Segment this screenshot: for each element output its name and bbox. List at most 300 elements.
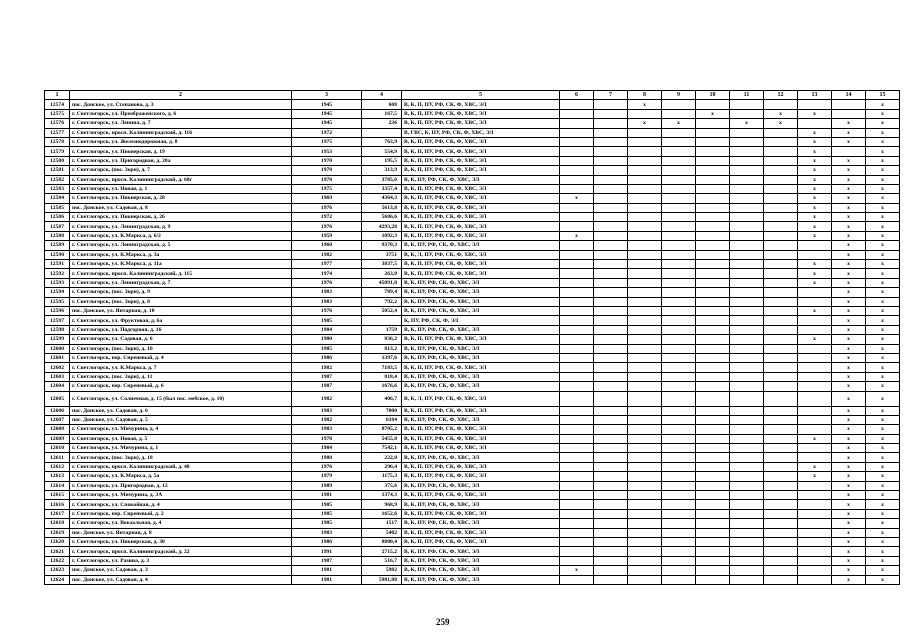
mark-cell: x bbox=[832, 175, 866, 184]
year-cell: 1988 bbox=[292, 453, 362, 462]
mark-cell bbox=[764, 462, 798, 471]
mark-cell bbox=[594, 213, 628, 222]
mark-cell bbox=[764, 166, 798, 175]
area-cell bbox=[362, 316, 402, 325]
mark-cell bbox=[764, 391, 798, 406]
column-header: 1 bbox=[45, 91, 70, 100]
mark-cell bbox=[696, 500, 730, 509]
document-table-sheet bbox=[44, 90, 900, 585]
mark-cell bbox=[730, 434, 764, 443]
year-cell: 1981 bbox=[292, 566, 362, 575]
year-cell: 1945 bbox=[292, 109, 362, 118]
mark-cell bbox=[662, 250, 696, 259]
table-row bbox=[45, 260, 900, 269]
mark-cell bbox=[594, 481, 628, 490]
column-header: 13 bbox=[798, 91, 832, 100]
mark-cell bbox=[594, 406, 628, 415]
mark-cell bbox=[696, 528, 730, 537]
mark-cell bbox=[798, 325, 832, 334]
mark-cell bbox=[628, 325, 662, 334]
column-header: 10 bbox=[696, 91, 730, 100]
mark-cell bbox=[696, 575, 730, 584]
systems-cell: В, К, П, ПУ, РФ, СК, Ф, ХВС, ЭЛ bbox=[402, 491, 560, 500]
address-cell: г. Светлогорск, ул. Пригородная, д. 12 bbox=[70, 481, 292, 490]
address-cell: г. Светлогорск, ул. Пионерская, д. 30 bbox=[70, 537, 292, 546]
mark-cell bbox=[628, 453, 662, 462]
mark-cell bbox=[730, 306, 764, 315]
mark-cell: x bbox=[866, 363, 900, 372]
mark-cell bbox=[764, 434, 798, 443]
mark-cell bbox=[662, 425, 696, 434]
systems-cell: В, К, П, ПУ, РФ, СК, Ф, ХВС, ЭЛ bbox=[402, 109, 560, 118]
mark-cell: x bbox=[832, 184, 866, 193]
mark-cell bbox=[594, 537, 628, 546]
mark-cell bbox=[560, 415, 594, 424]
address-cell: г. Светлогорск, ул. К.Маркса, д. 6/2 bbox=[70, 231, 292, 240]
mark-cell: x bbox=[866, 556, 900, 565]
mark-cell: x bbox=[866, 566, 900, 575]
mark-cell bbox=[764, 363, 798, 372]
year-cell: 1975 bbox=[292, 137, 362, 146]
mark-cell bbox=[696, 472, 730, 481]
area-cell: 516,7 bbox=[362, 556, 402, 565]
mark-cell: x bbox=[866, 231, 900, 240]
systems-cell: В, К, ПУ, РФ, СК, Ф, ХВС, ЭЛ bbox=[402, 453, 560, 462]
mark-cell bbox=[832, 109, 866, 118]
mark-cell: x bbox=[798, 203, 832, 212]
systems-cell: В, К, П, ПУ, РФ, СК, Ф, ХВС, ЭЛ bbox=[402, 444, 560, 453]
address-cell: г. Светлогорск, ул. Ленинградская, д. 7 bbox=[70, 278, 292, 287]
mark-cell bbox=[798, 250, 832, 259]
mark-cell bbox=[628, 203, 662, 212]
area-cell: 8705,2 bbox=[362, 425, 402, 434]
systems-cell: В, К, П, ПУ, РФ, СК, Ф, ХВС, ЭЛ bbox=[402, 509, 560, 518]
systems-cell: В, К, ПУ, РФ, СК, Ф, ХВС, ЭЛ bbox=[402, 306, 560, 315]
mark-cell: x bbox=[798, 156, 832, 165]
year-cell: 1983 bbox=[292, 528, 362, 537]
row-id-cell: 12620 bbox=[45, 537, 70, 546]
mark-cell bbox=[628, 175, 662, 184]
mark-cell bbox=[764, 194, 798, 203]
mark-cell bbox=[594, 203, 628, 212]
mark-cell bbox=[662, 491, 696, 500]
mark-cell: x bbox=[866, 260, 900, 269]
mark-cell bbox=[628, 213, 662, 222]
mark-cell bbox=[560, 372, 594, 381]
mark-cell bbox=[628, 481, 662, 490]
table-row bbox=[45, 241, 900, 250]
mark-cell bbox=[696, 297, 730, 306]
mark-cell bbox=[560, 519, 594, 528]
mark-cell: x bbox=[832, 353, 866, 362]
mark-cell: x bbox=[832, 316, 866, 325]
mark-cell bbox=[730, 335, 764, 344]
mark-cell bbox=[560, 344, 594, 353]
mark-cell: x bbox=[866, 406, 900, 415]
mark-cell bbox=[560, 444, 594, 453]
mark-cell: x bbox=[866, 166, 900, 175]
mark-cell bbox=[764, 222, 798, 231]
year-cell: 1985 bbox=[292, 500, 362, 509]
mark-cell bbox=[730, 425, 764, 434]
mark-cell bbox=[730, 472, 764, 481]
mark-cell bbox=[696, 119, 730, 128]
mark-cell: x bbox=[832, 306, 866, 315]
mark-cell bbox=[628, 391, 662, 406]
mark-cell bbox=[594, 444, 628, 453]
systems-cell: В, К, Л, ПУ, РФ, СК, Ф, ХВС, ЭЛ bbox=[402, 391, 560, 406]
mark-cell bbox=[696, 156, 730, 165]
mark-cell bbox=[730, 344, 764, 353]
mark-cell bbox=[696, 556, 730, 565]
mark-cell bbox=[628, 184, 662, 193]
mark-cell bbox=[628, 297, 662, 306]
year-cell: 1984 bbox=[292, 444, 362, 453]
mark-cell bbox=[560, 269, 594, 278]
table-row bbox=[45, 156, 900, 165]
mark-cell bbox=[662, 231, 696, 240]
table-row bbox=[45, 147, 900, 156]
year-cell: 1982 bbox=[292, 363, 362, 372]
area-cell: 1397,6 bbox=[362, 353, 402, 362]
year-cell: 1979 bbox=[292, 472, 362, 481]
address-cell: г. Светлогорск, ул. Преображенского, д. 6 bbox=[70, 109, 292, 118]
systems-cell: В, К, П, ПУ, РФ, СК, Ф, ХВС, ЭЛ bbox=[402, 406, 560, 415]
address-cell: г. Светлогорск, ул. Пригородная, д. 20а bbox=[70, 156, 292, 165]
mark-cell: x bbox=[832, 547, 866, 556]
mark-cell bbox=[696, 241, 730, 250]
row-id-cell: 12588 bbox=[45, 231, 70, 240]
mark-cell bbox=[560, 472, 594, 481]
mark-cell bbox=[764, 325, 798, 334]
mark-cell bbox=[662, 325, 696, 334]
table-row bbox=[45, 444, 900, 453]
mark-cell bbox=[798, 406, 832, 415]
mark-cell bbox=[594, 509, 628, 518]
mark-cell bbox=[662, 547, 696, 556]
mark-cell bbox=[560, 575, 594, 584]
mark-cell bbox=[662, 528, 696, 537]
systems-cell: В, К, П, ПУ, РФ, СК, Ф, ХВС, ЭЛ bbox=[402, 528, 560, 537]
mark-cell bbox=[628, 166, 662, 175]
mark-cell bbox=[696, 213, 730, 222]
mark-cell bbox=[594, 425, 628, 434]
address-cell: пос. Донское, ул. Садовая, д. 8 bbox=[70, 203, 292, 212]
mark-cell bbox=[560, 382, 594, 391]
row-id-cell: 12609 bbox=[45, 434, 70, 443]
mark-cell bbox=[764, 353, 798, 362]
mark-cell: x bbox=[798, 137, 832, 146]
mark-cell: x bbox=[866, 434, 900, 443]
mark-cell bbox=[696, 288, 730, 297]
area-cell: 1092,3 bbox=[362, 231, 402, 240]
mark-cell bbox=[730, 241, 764, 250]
area-cell: 9370,3 bbox=[362, 241, 402, 250]
mark-cell bbox=[662, 453, 696, 462]
area-cell: 5981,08 bbox=[362, 575, 402, 584]
mark-cell bbox=[764, 241, 798, 250]
address-cell: г. Светлогорск, ул. Разина, д. 3 bbox=[70, 556, 292, 565]
mark-cell bbox=[832, 100, 866, 109]
mark-cell: x bbox=[832, 297, 866, 306]
mark-cell bbox=[594, 222, 628, 231]
mark-cell bbox=[730, 203, 764, 212]
mark-cell bbox=[560, 147, 594, 156]
mark-cell bbox=[696, 406, 730, 415]
mark-cell bbox=[628, 462, 662, 471]
mark-cell bbox=[696, 203, 730, 212]
mark-cell: x bbox=[866, 344, 900, 353]
table-row bbox=[45, 335, 900, 344]
mark-cell bbox=[560, 166, 594, 175]
mark-cell bbox=[628, 491, 662, 500]
systems-cell: В, К, ПУ, РФ, СК, Ф, ХВС, ЭЛ bbox=[402, 325, 560, 334]
area-cell: 7000 bbox=[362, 406, 402, 415]
row-id-cell: 12607 bbox=[45, 415, 70, 424]
mark-cell: x bbox=[798, 194, 832, 203]
mark-cell: x bbox=[832, 415, 866, 424]
mark-cell bbox=[764, 344, 798, 353]
address-cell: г. Светлогорск, ул. Пионерская, д. 26 bbox=[70, 213, 292, 222]
column-header: 3 bbox=[292, 91, 362, 100]
mark-cell: x bbox=[832, 537, 866, 546]
mark-cell bbox=[730, 147, 764, 156]
mark-cell bbox=[628, 363, 662, 372]
systems-cell: В, К, П, ПУ, РФ, СК, Ф, ХВС, ЭЛ bbox=[402, 119, 560, 128]
address-cell: г. Светлогорск, просп. Калининградский, д. 116 bbox=[70, 128, 292, 137]
address-cell: г. Светлогорск, ул. Солнечная, д. 15 (был пос. мебское, д. 10) bbox=[70, 391, 292, 406]
mark-cell: x bbox=[832, 156, 866, 165]
mark-cell: x bbox=[832, 425, 866, 434]
mark-cell bbox=[560, 363, 594, 372]
mark-cell bbox=[696, 566, 730, 575]
mark-cell: x bbox=[832, 344, 866, 353]
table-row bbox=[45, 128, 900, 137]
mark-cell bbox=[696, 231, 730, 240]
mark-cell: x bbox=[832, 372, 866, 381]
mark-cell bbox=[594, 316, 628, 325]
mark-cell: x bbox=[832, 222, 866, 231]
mark-cell: x bbox=[832, 119, 866, 128]
year-cell: 1991 bbox=[292, 547, 362, 556]
mark-cell bbox=[594, 325, 628, 334]
address-cell: г. Светлогорск, ул. К.Маркса, д. 7 bbox=[70, 363, 292, 372]
area-cell bbox=[362, 128, 402, 137]
row-id-cell: 12614 bbox=[45, 481, 70, 490]
mark-cell: x bbox=[866, 500, 900, 509]
area-cell: 5982 bbox=[362, 566, 402, 575]
mark-cell: x bbox=[866, 316, 900, 325]
mark-cell bbox=[730, 382, 764, 391]
mark-cell bbox=[560, 391, 594, 406]
systems-cell: В, К, ПУ, РФ, СК, Ф, ХВС, ЭЛ bbox=[402, 519, 560, 528]
mark-cell bbox=[764, 100, 798, 109]
mark-cell bbox=[662, 109, 696, 118]
address-cell: г. Светлогорск, ул. Новая, д. 1 bbox=[70, 184, 292, 193]
mark-cell bbox=[730, 528, 764, 537]
mark-cell: x bbox=[866, 491, 900, 500]
mark-cell bbox=[764, 250, 798, 259]
mark-cell bbox=[628, 278, 662, 287]
row-id-cell: 12575 bbox=[45, 109, 70, 118]
mark-cell bbox=[560, 213, 594, 222]
row-id-cell: 12596 bbox=[45, 306, 70, 315]
mark-cell bbox=[696, 509, 730, 518]
area-cell: 167,5 bbox=[362, 109, 402, 118]
address-cell: г. Светлогорск, ул. Спокойная, д. 4 bbox=[70, 500, 292, 509]
mark-cell bbox=[764, 231, 798, 240]
area-cell: 763,9 bbox=[362, 137, 402, 146]
row-id-cell: 12622 bbox=[45, 556, 70, 565]
row-id-cell: 12580 bbox=[45, 156, 70, 165]
table-row bbox=[45, 353, 900, 362]
mark-cell bbox=[730, 566, 764, 575]
systems-cell: В, К, П, ПУ, РФ, СК, Ф, ХВС, ЭЛ bbox=[402, 203, 560, 212]
mark-cell bbox=[628, 137, 662, 146]
table-row bbox=[45, 472, 900, 481]
mark-cell bbox=[798, 491, 832, 500]
area-cell: 3785,6 bbox=[362, 175, 402, 184]
mark-cell: x bbox=[832, 391, 866, 406]
mark-cell bbox=[662, 175, 696, 184]
mark-cell bbox=[764, 128, 798, 137]
mark-cell bbox=[662, 391, 696, 406]
mark-cell bbox=[662, 137, 696, 146]
mark-cell bbox=[628, 500, 662, 509]
address-cell: г. Светлогорск, ул. Ленина, д. 7 bbox=[70, 119, 292, 128]
row-id-cell: 12623 bbox=[45, 566, 70, 575]
area-cell: 5455,8 bbox=[362, 434, 402, 443]
mark-cell bbox=[628, 519, 662, 528]
area-cell: 406,7 bbox=[362, 391, 402, 406]
mark-cell bbox=[628, 382, 662, 391]
mark-cell bbox=[594, 184, 628, 193]
row-id-cell: 12621 bbox=[45, 547, 70, 556]
area-cell: 263,8 bbox=[362, 269, 402, 278]
systems-cell: В, К, ПУ, РФ, СК, Ф, ХВС, ЭЛ bbox=[402, 575, 560, 584]
mark-cell bbox=[594, 472, 628, 481]
year-cell: 1983 bbox=[292, 406, 362, 415]
mark-cell: x bbox=[798, 260, 832, 269]
mark-cell: x bbox=[798, 147, 832, 156]
mark-cell bbox=[628, 547, 662, 556]
mark-cell bbox=[560, 335, 594, 344]
year-cell: 1978 bbox=[292, 434, 362, 443]
year-cell: 1969 bbox=[292, 194, 362, 203]
table-row bbox=[45, 556, 900, 565]
area-cell: 4293,28 bbox=[362, 222, 402, 231]
systems-cell: В, К, П, ПУ, РФ, СК, Ф, ХВС, ЭЛ bbox=[402, 363, 560, 372]
mark-cell bbox=[696, 194, 730, 203]
mark-cell bbox=[764, 547, 798, 556]
mark-cell bbox=[560, 222, 594, 231]
area-cell: 3837,5 bbox=[362, 260, 402, 269]
mark-cell bbox=[594, 147, 628, 156]
mark-cell bbox=[662, 500, 696, 509]
mark-cell: x bbox=[628, 100, 662, 109]
mark-cell bbox=[730, 137, 764, 146]
mark-cell bbox=[764, 528, 798, 537]
mark-cell bbox=[560, 537, 594, 546]
mark-cell: x bbox=[798, 434, 832, 443]
mark-cell bbox=[696, 269, 730, 278]
mark-cell bbox=[662, 372, 696, 381]
mark-cell bbox=[560, 481, 594, 490]
row-id-cell: 12577 bbox=[45, 128, 70, 137]
building-table bbox=[44, 90, 900, 585]
mark-cell bbox=[662, 415, 696, 424]
mark-cell bbox=[560, 453, 594, 462]
mark-cell bbox=[798, 566, 832, 575]
row-id-cell: 12624 bbox=[45, 575, 70, 584]
mark-cell bbox=[594, 434, 628, 443]
mark-cell: x bbox=[866, 353, 900, 362]
mark-cell bbox=[696, 147, 730, 156]
mark-cell bbox=[696, 363, 730, 372]
table-row bbox=[45, 453, 900, 462]
mark-cell bbox=[696, 278, 730, 287]
year-cell: 1976 bbox=[292, 222, 362, 231]
mark-cell bbox=[594, 194, 628, 203]
systems-cell: В, К, ПУ, РФ, СК, Ф, ХВС, ЭЛ bbox=[402, 415, 560, 424]
mark-cell: x bbox=[798, 231, 832, 240]
mark-cell: x bbox=[866, 156, 900, 165]
mark-cell bbox=[730, 166, 764, 175]
mark-cell bbox=[560, 316, 594, 325]
year-cell: 1978 bbox=[292, 175, 362, 184]
mark-cell bbox=[764, 566, 798, 575]
mark-cell bbox=[662, 566, 696, 575]
mark-cell bbox=[594, 128, 628, 137]
systems-cell: В, К, П, ПУ, РФ, СК, Ф, ХВС, ЭЛ bbox=[402, 434, 560, 443]
mark-cell bbox=[696, 547, 730, 556]
mark-cell: x bbox=[866, 250, 900, 259]
mark-cell: x bbox=[832, 519, 866, 528]
mark-cell: x bbox=[832, 462, 866, 471]
mark-cell: x bbox=[832, 241, 866, 250]
mark-cell: x bbox=[832, 528, 866, 537]
mark-cell: x bbox=[798, 278, 832, 287]
mark-cell bbox=[730, 537, 764, 546]
mark-cell bbox=[662, 278, 696, 287]
area-cell: 5052,4 bbox=[362, 306, 402, 315]
table-row bbox=[45, 278, 900, 287]
mark-cell bbox=[730, 128, 764, 137]
area-cell: 4364,3 bbox=[362, 194, 402, 203]
mark-cell bbox=[662, 406, 696, 415]
mark-cell bbox=[798, 537, 832, 546]
mark-cell bbox=[662, 288, 696, 297]
mark-cell: x bbox=[628, 119, 662, 128]
systems-cell: В, К, П, ПУ, РФ, СК, Ф, ХВС, ЭЛ bbox=[402, 194, 560, 203]
mark-cell bbox=[560, 128, 594, 137]
address-cell: пос. Донское, ул. Садовая, д. 3 bbox=[70, 566, 292, 575]
mark-cell: x bbox=[832, 382, 866, 391]
area-cell: 2715,2 bbox=[362, 547, 402, 556]
row-id-cell: 12595 bbox=[45, 297, 70, 306]
year-cell: 1974 bbox=[292, 269, 362, 278]
table-row bbox=[45, 297, 900, 306]
systems-cell: В, К, П, ПУ, РФ, СК, Ф, ХВС, ЭЛ bbox=[402, 166, 560, 175]
column-header: 14 bbox=[832, 91, 866, 100]
mark-cell bbox=[628, 222, 662, 231]
mark-cell bbox=[628, 335, 662, 344]
row-id-cell: 12616 bbox=[45, 500, 70, 509]
mark-cell bbox=[696, 537, 730, 546]
table-row bbox=[45, 175, 900, 184]
address-cell: г. Светлогорск, ул. Новая, д. 5 bbox=[70, 434, 292, 443]
mark-cell: x bbox=[832, 566, 866, 575]
